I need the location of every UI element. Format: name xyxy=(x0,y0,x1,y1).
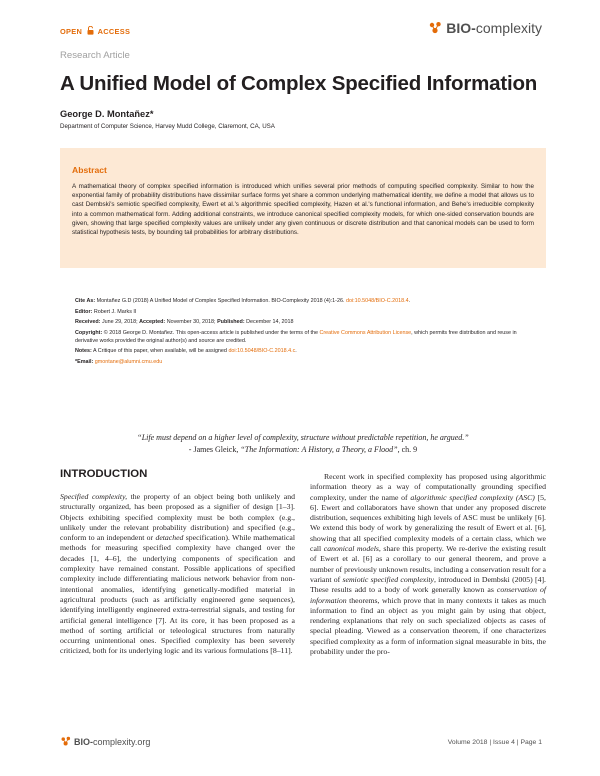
email-link[interactable]: gmontane@alumni.cmu.edu xyxy=(94,358,163,365)
page-footer xyxy=(60,736,542,750)
author-name: George D. Montañez* xyxy=(60,109,154,119)
journal-logo[interactable] xyxy=(428,20,542,36)
editor-row: Editor: Robert J. Marks II xyxy=(75,308,137,315)
license-link[interactable]: Creative Commons Attribution License xyxy=(319,329,412,336)
section-heading-introduction: INTRODUCTION xyxy=(60,468,148,480)
author-affiliation: Department of Computer Science, Harvey Mudd College, Claremont, CA, USA xyxy=(60,123,275,130)
quote-attribution: - James Gleick, “The Information: A History, a Theory, a Flood”, ch. 9 xyxy=(188,444,418,454)
volume: Volume 2018 xyxy=(447,739,488,746)
article-type: Research Article xyxy=(60,50,130,61)
open-lock-icon xyxy=(87,26,94,35)
bio-complexity-logo-icon xyxy=(60,736,72,747)
notes-row: Notes: A Critique of this paper, when available, will be assigned doi:10.5048/BIO-C.2018.4.c. xyxy=(75,348,297,354)
abstract-heading: Abstract xyxy=(72,165,107,175)
citation-row: Cite As: Montañez G.D (2018) A Unified Model of Complex Specified Information. BIO-Complexity 2018 (4):1-26. doi:10.5048/BIO-C.2018.4. xyxy=(75,298,411,304)
paragraph: Recent work in specified complexity has proposed using algorithmic information theory as a way of computationally grounding specified complexity, under the name of algorithmic specified complexity (ASC) [5, 6]. Ewert and collaborators have shown that under any proposed discrete distribution, sequences exhibiting high levels of ASC must be unlikely [6]. We extend this body of work by generalizing the result of Ewert et al. [6], showing that all specified complexity models of a certain class, which we call canonical models, share this property. We re-derive the existing result of Ewert et al. [6] as a corollary to our general theorem, and prove a number of previously unknown results, including a conservation result for a variant of semiotic specified complexity, introduced in Dembski (2005) [4]. These results add to a body of work generally known as conservation of information theorems, which prove that in many contexts it takes as much information to find an object as you might gain by using that object, rendering explanations that rely on such specialized objects as cases of special pleading. Viewed as a conservation theorem, if one characterizes specified complexity as a form of information signal measurable in bits, the probability under the pro- xyxy=(310,472,547,657)
footer-logo-text: BIO-complexity.org xyxy=(74,736,151,747)
body-column-right xyxy=(310,472,546,657)
paper-title: A Unified Model of Complex Specified Information xyxy=(60,72,538,95)
critique-doi-link[interactable]: doi:10.5048/BIO-C.2018.4.c xyxy=(228,348,296,354)
open-access-label: OPEN ACCESS xyxy=(60,27,131,36)
abstract-text: A mathematical theory of complex specified information is introduced which unifies several prior methods of computing specified complexity. Similar to how the exponential family of probability distributions have dissimilar surface forms yet share a common underlying mathematical identity, we define a model that allows us to cast Dembski's semiotic specified complexity, Ewert et al.'s algorithmic specified complexity, Hazen et al.'s functional information, and Behe's irreducible complexity into a common mathematical form. Adding additional constraints, we introduce canonical specified complexity models, for which one-sided conservation bounds are given, showing that large specified complexity values are unlikely under any given continuous or discrete distribution and that canonical models can be used to form statistical hypothesis tests, by bounding tail probabilities for arbitrary distributions. xyxy=(72,183,534,237)
article-metadata xyxy=(75,297,535,368)
abstract-box xyxy=(60,148,546,268)
body-column-left xyxy=(60,492,295,657)
citation-doi-link[interactable]: doi:10.5048/BIO-C.2018.4 xyxy=(345,298,409,304)
bio-complexity-logo-icon xyxy=(428,21,443,35)
quote-text: “Life must depend on a higher level of complexity, structure without predictable repetition, he argued.” xyxy=(137,433,469,442)
copyright-row: Copyright: © 2018 George D. Montañez. This open-access article is published under the terms of the Creative Commons Attribution License, which permits free distribution and reuse in derivative works provided the original author(s) and source are credited. xyxy=(75,329,517,344)
email-row: *Email: gmontane@alumni.cmu.edu xyxy=(75,358,163,365)
issue-info: Volume 2018 | Issue 4 | Page 1 xyxy=(447,739,542,746)
paragraph: Specified complexity, the property of an object being both unlikely and structurally organized, has been proposed as a signifier of design [1–3]. Objects exhibiting specified complexity must be both complex (e.g., unlikely under the relevant probability distribution) and specified (e.g., conform to an independent or detached specification). While mathematical methods for measuring specified complexity have changed over the decades [1, 4–6], the underlying components of specification and complexity have remained constant. Possible applications of specified complexity include differentiating malicious network behavior from non-intentional anomalies, identifying genetically-modified material in agricultural products (such as artificially engineered gene sequences), identifying intelligently engineered extra-terrestrial signals, and testing for artificial general intelligence [7]. At its core, it has been proposed as a method of sorting artificial or teleological structures from naturally occurring unintentional ones. Specified complexity has been severely criticized, both for its underlying logic and its various formulations [8–11]. xyxy=(60,492,295,656)
footer-journal-logo[interactable] xyxy=(60,736,150,747)
issue: Issue 4 xyxy=(492,739,515,746)
epigraph-quote xyxy=(60,432,546,455)
journal-logo-text: BIO-complexity xyxy=(446,20,542,36)
page-number: Page 1 xyxy=(520,739,542,746)
dates-row: Received: June 29, 2018; Accepted: November 30, 2018; Published: December 14, 2018 xyxy=(75,319,294,325)
